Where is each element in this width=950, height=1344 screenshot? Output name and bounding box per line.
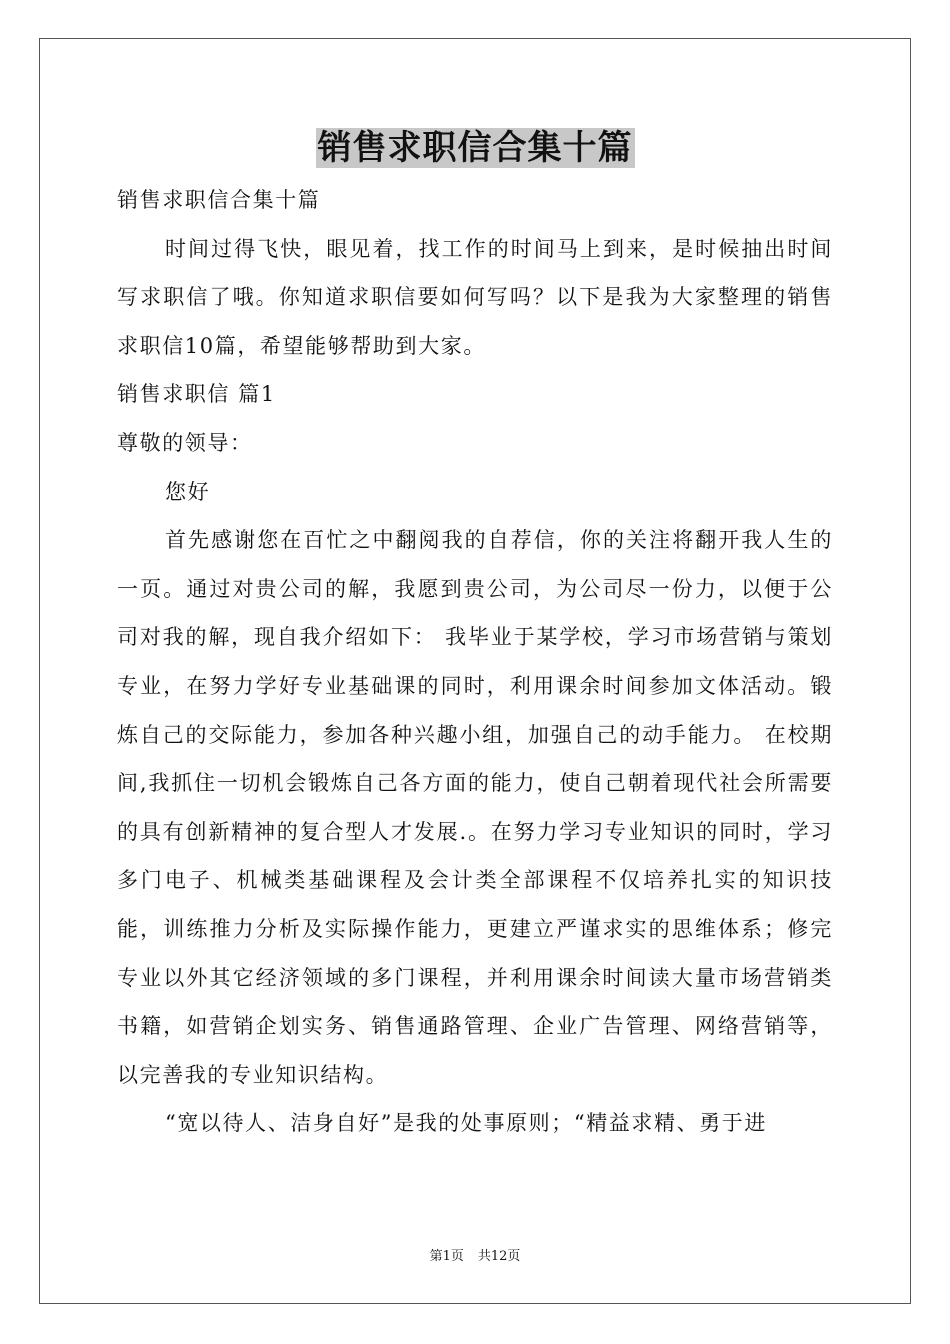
- page-number: 第1页: [429, 1249, 464, 1264]
- greeting: 您好: [165, 479, 211, 504]
- document-body: [117, 176, 833, 1148]
- document-title-text: 销售求职信合集十篇: [317, 128, 633, 168]
- page-total: 共12页: [477, 1249, 521, 1264]
- salutation: 尊敬的领导：: [117, 430, 253, 455]
- subtitle-paragraph: 销售求职信合集十篇: [117, 188, 321, 212]
- document-title: [0, 126, 950, 170]
- body-paragraph-continued: “宽以待人、洁身自好”是我的处事原则；“精益求精、勇于进: [165, 1111, 768, 1136]
- page-footer: [0, 1248, 950, 1266]
- intro-paragraph: 时间过得飞快，眼见着，找工作的时间马上到来，是时候抽出时间写求职信了哦。你知道求职信要如何写吗？以下是我为大家整理的销售求职信10篇，希望能够帮助到大家。: [117, 236, 833, 358]
- section-heading: 销售求职信 篇1: [117, 382, 276, 407]
- body-paragraph: 首先感谢您在百忙之中翻阅我的自荐信，你的关注将翻开我人生的一页。通过对贵公司的解，我愿到贵公司，为公司尽一份力，以便于公司对我的解，现自我介绍如下： 我毕业于某学校，学习市场营销与策划专业，在努力学好专业基础课的同时，利用课余时间参加文体活动。锻炼自己的交际能力，参加各种兴趣小组，加强自己的动手能力。 在校期间,我抓住一切机会锻炼自己各方面的能力，使自己朝着现代社会所需要的具有创新精神的复合型人才发展.。在努力学习专业知识的同时，学习多门电子、机械类基础课程及会计类全部课程不仅培养扎实的知识技能，训练推力分析及实际操作能力，更建立严谨求实的思维体系；修完专业以外其它经济领域的多门课程，并利用课余时间读大量市场营销类书籍，如营销企划实务、销售通路管理、企业广告管理、网络营销等，以完善我的专业知识结构。: [117, 528, 833, 1087]
